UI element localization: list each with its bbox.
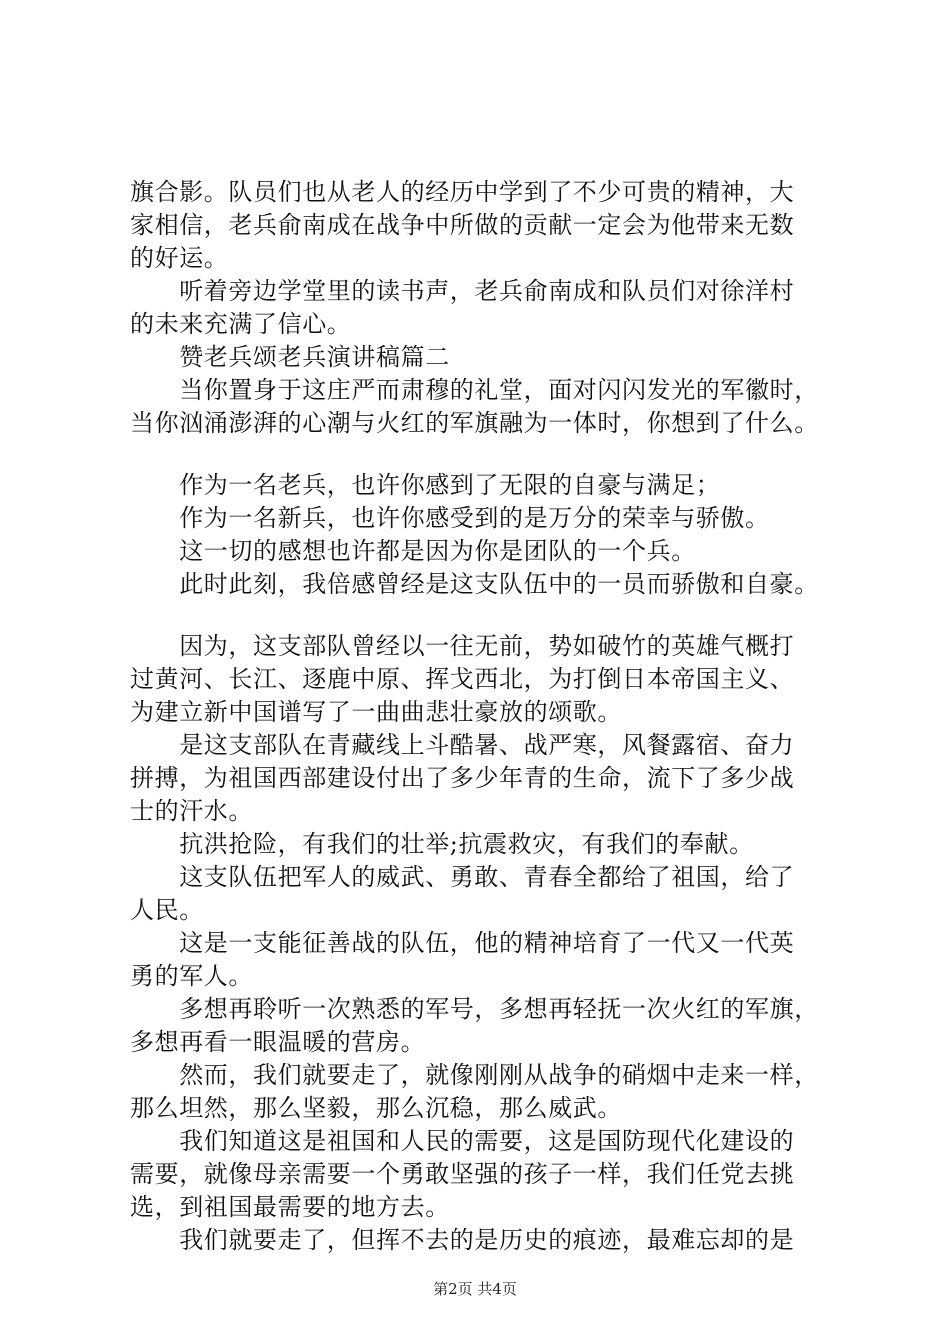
section-heading: 赞老兵颂老兵演讲稿篇二 xyxy=(130,343,450,371)
text-line: 我们知道这是祖国和人民的需要，这是国防现代化建设的 xyxy=(130,1127,795,1155)
text-line: 作为一名新兵，也许你感受到的是万分的荣幸与骄傲。 xyxy=(130,504,770,532)
text-line: 当你汹涌澎湃的心潮与火红的军旗融为一体时，你想到了什么。 xyxy=(130,409,819,437)
text-line: 是这支部队在青藏线上斗酷暑、战严寒，风餐露宿、奋力 xyxy=(130,731,795,759)
text-line: 拼搏，为祖国西部建设付出了多少年青的生命，流下了多少战 xyxy=(130,764,795,792)
text-line: 这支队伍把军人的威武、勇敢、青春全都给了祖国，给了 xyxy=(130,863,795,891)
text-line: 因为，这支部队曾经以一往无前，势如破竹的英雄气概打 xyxy=(130,632,795,660)
text-line: 多想再聆听一次熟悉的军号，多想再轻抚一次火红的军旗， xyxy=(130,995,819,1023)
text-line: 为建立新中国谱写了一曲曲悲壮豪放的颂歌。 xyxy=(130,698,622,726)
text-line: 抗洪抢险，有我们的壮举;抗震救灾，有我们的奉献。 xyxy=(130,830,754,858)
page-number-footer: 第2页 共4页 xyxy=(433,1280,517,1298)
text-line: 人民。 xyxy=(130,896,204,924)
text-line: 需要，就像母亲需要一个勇敢坚强的孩子一样，我们任党去挑 xyxy=(130,1160,795,1188)
text-line: 听着旁边学堂里的读书声，老兵俞南成和队员们对徐洋村 xyxy=(130,277,795,305)
text-line: 旗合影。队员们也从老人的经历中学到了不少可贵的精神，大 xyxy=(130,178,795,206)
text-line: 我们就要走了，但挥不去的是历史的痕迹，最难忘却的是 xyxy=(130,1226,795,1254)
text-line: 然而，我们就要走了，就像刚刚从战争的硝烟中走来一样， xyxy=(130,1061,819,1089)
text-line: 多想再看一眼温暖的营房。 xyxy=(130,1028,426,1056)
text-line: 作为一名老兵，也许你感到了无限的自豪与满足； xyxy=(130,471,721,499)
text-line: 勇的军人。 xyxy=(130,962,253,990)
text-line: 过黄河、长江、逐鹿中原、挥戈西北，为打倒日本帝国主义、 xyxy=(130,665,795,693)
text-line: 此时此刻，我倍感曾经是这支队伍中的一员而骄傲和自豪。 xyxy=(130,570,819,598)
text-line: 那么坦然，那么坚毅，那么沉稳，那么威武。 xyxy=(130,1094,622,1122)
text-line: 士的汗水。 xyxy=(130,797,253,825)
text-line: 选，到祖国最需要的地方去。 xyxy=(130,1193,450,1221)
text-line: 当你置身于这庄严而肃穆的礼堂，面对闪闪发光的军徽时， xyxy=(130,376,819,404)
text-line: 的好运。 xyxy=(130,244,229,272)
text-line: 的未来充满了信心。 xyxy=(130,310,352,338)
text-line: 这一切的感想也许都是因为你是团队的一个兵。 xyxy=(130,537,696,565)
text-line: 家相信，老兵俞南成在战争中所做的贡献一定会为他带来无数 xyxy=(130,211,795,239)
text-line: 这是一支能征善战的队伍，他的精神培育了一代又一代英 xyxy=(130,929,795,957)
